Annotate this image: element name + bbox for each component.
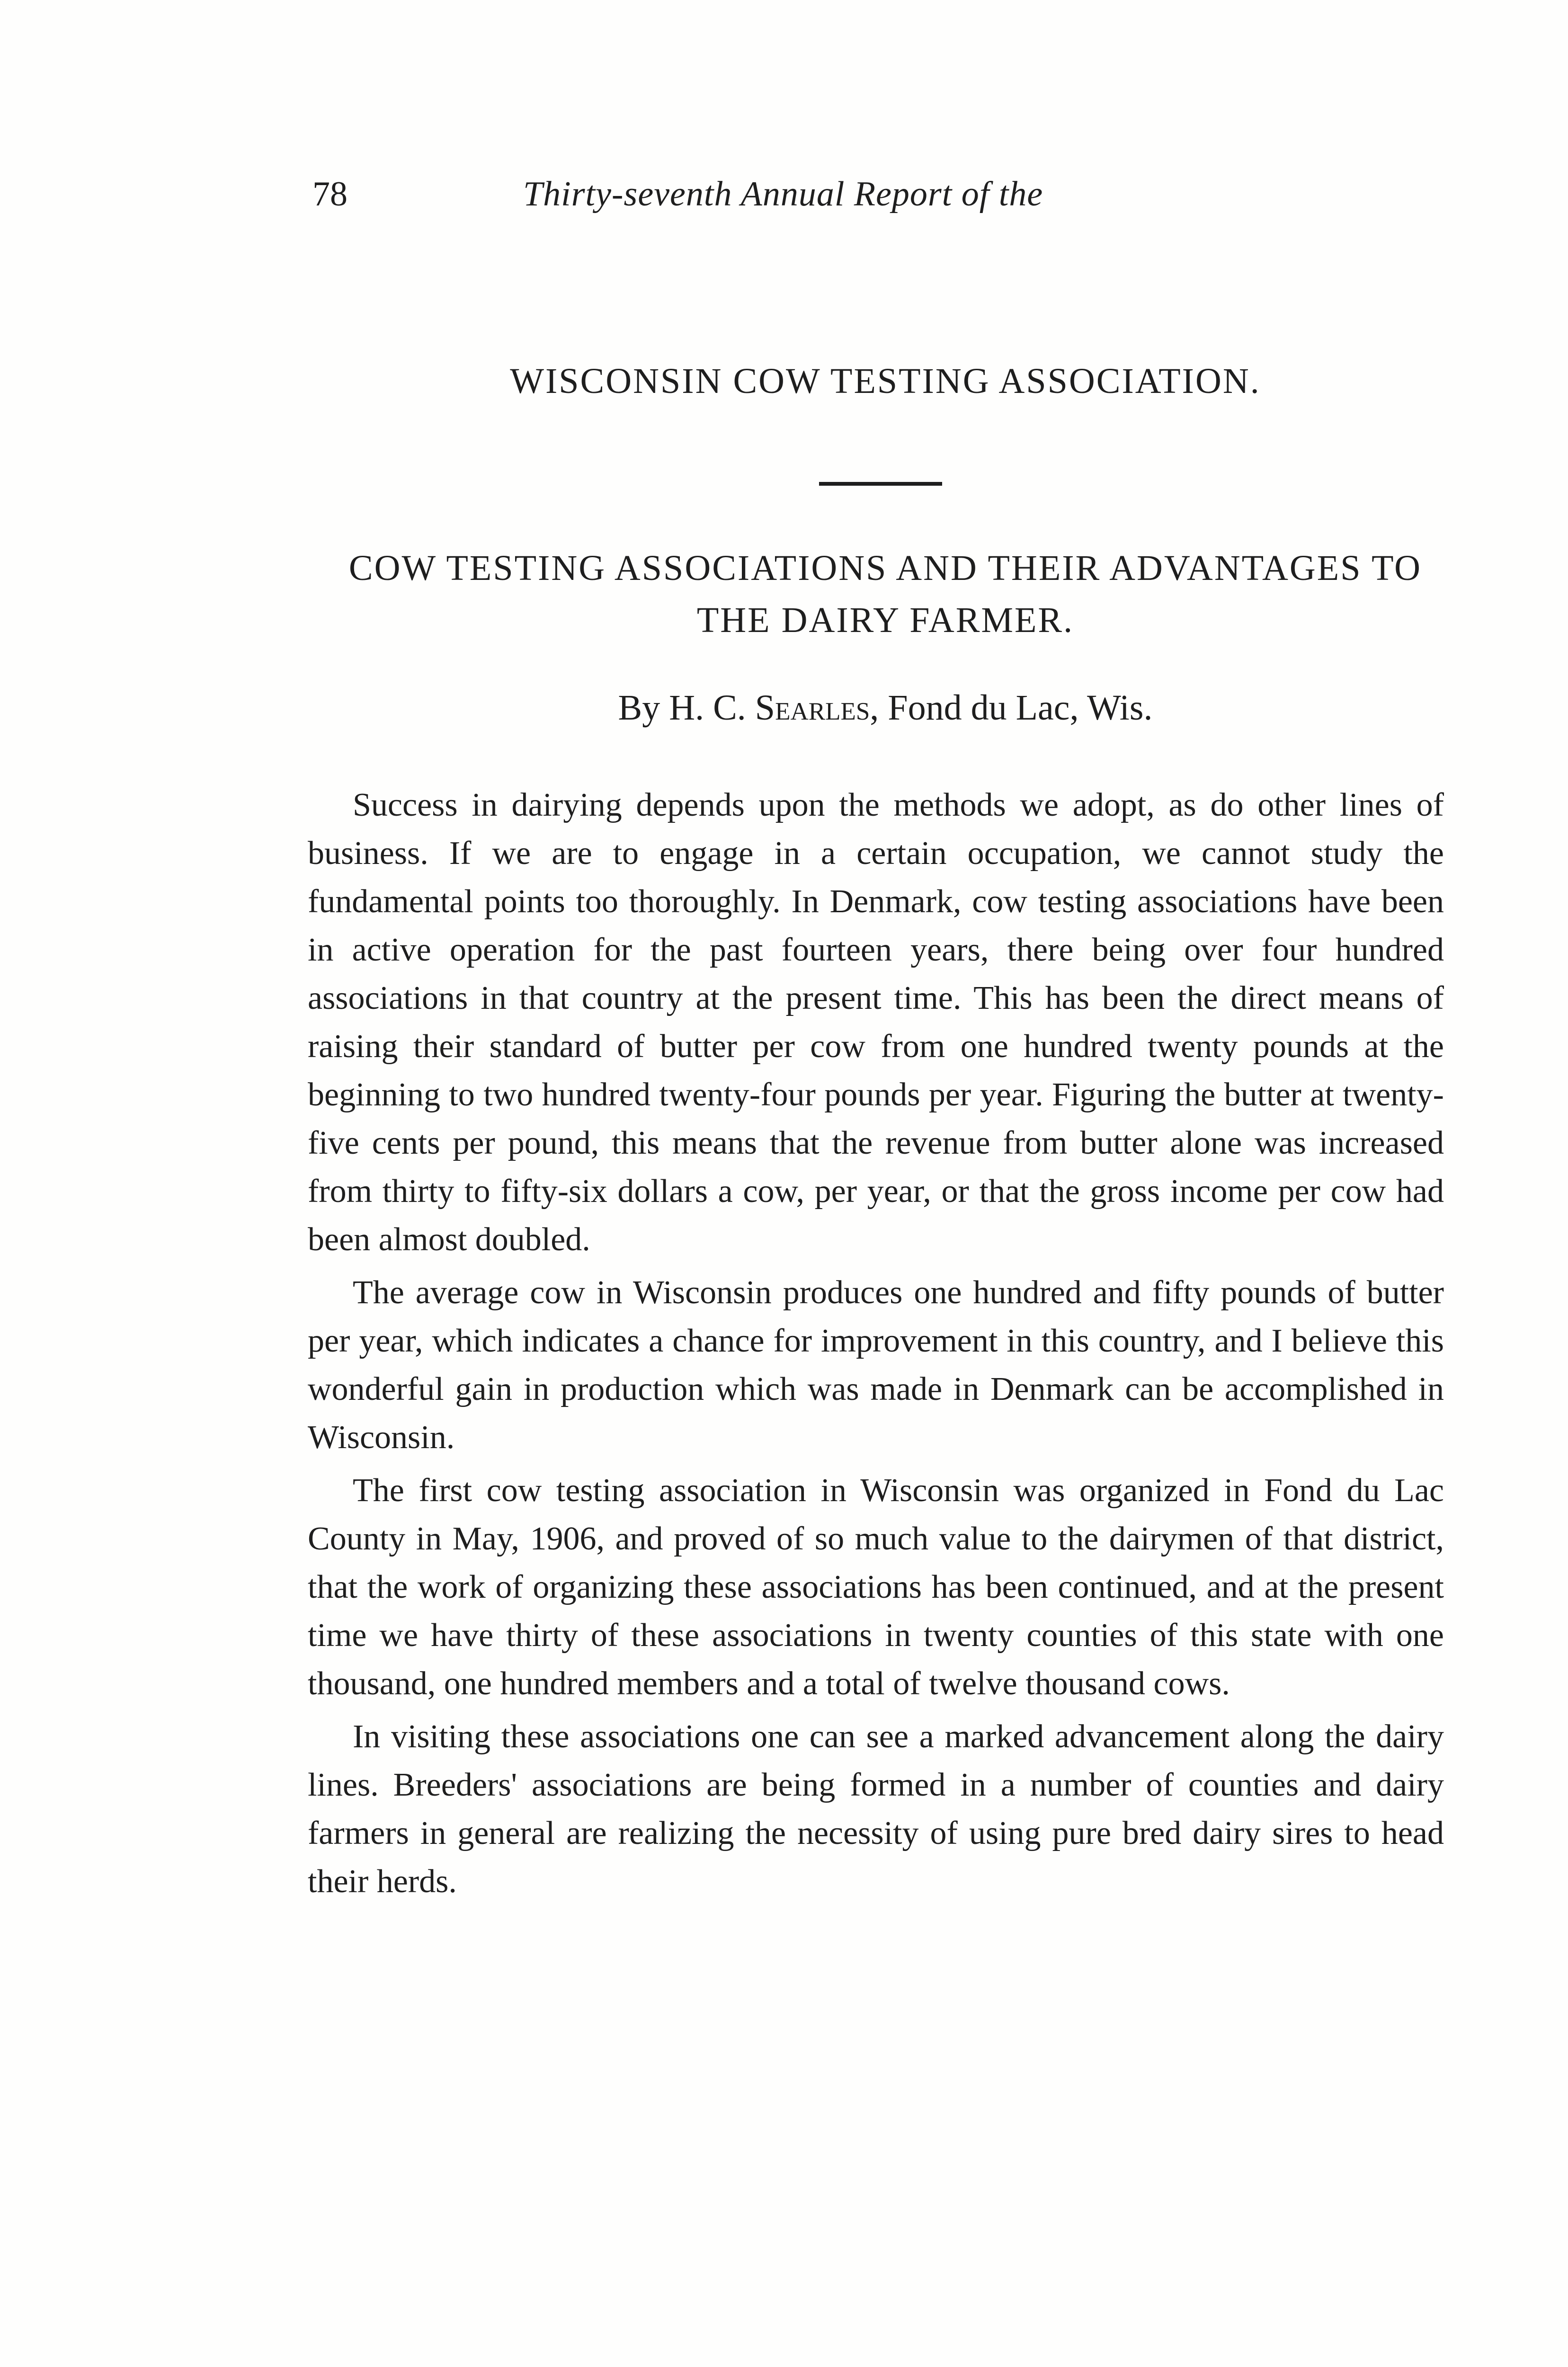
byline — [312, 682, 1458, 734]
paragraph: The first cow testing association in Wisconsin was organized in Fond du Lac County in May, 1906, and proved of so much value to the dairymen of that district, that the work of organizing these associations has been continued, and at the present time we have thirty of these associations in twenty counties of this state with one thousand, one hundred members and a total of twelve thousand cows. — [308, 1472, 1444, 1702]
byline-author: Searles — [755, 688, 870, 728]
article-title: COW TESTING ASSOCIATIONS AND THEIR ADVANTAGES TO THE DAIRY FARMER. — [348, 548, 1422, 640]
article-body — [308, 781, 1444, 1911]
running-head — [312, 170, 1458, 218]
byline-location: , Fond du Lac, Wis. — [870, 688, 1153, 728]
page-number: 78 — [312, 175, 347, 214]
section-heading: WISCONSIN COW TESTING ASSOCIATION. — [510, 361, 1261, 401]
paragraph: Success in dairying depends upon the methods we adopt, as do other lines of business. If we are to engage in a certain occupation, we cannot study the fundamental points too thoroughly. In Denmark, cow testing associations have been in active operation for the past fourteen years, there being over four hundred associations in that country at the present time. This has been the direct means of raising their standard of butter per cow from one hundred twenty pounds at the beginning to two hundred twenty-four pounds per year. Figuring the butter at twenty-five cents per pound, this means that the revenue from butter alone was increased from thirty to fifty-six dollars a cow, per year, or that the gross income per cow had been almost doubled. — [308, 787, 1444, 1258]
heading-divider — [819, 482, 942, 486]
byline-prefix: By H. C. — [618, 688, 755, 728]
running-title: Thirty-seventh Annual Report of the — [523, 175, 1043, 214]
paragraph: In visiting these associations one can see a marked advancement along the dairy lines. Breeders' associations are being formed in a number of counties and dairy farmers in general are realizing the necessity of using pure bred dairy sires to head their herds. — [308, 1718, 1444, 1900]
paragraph: The average cow in Wisconsin produces one hundred and fifty pounds of butter per year, which indicates a chance for improvement in this country, and I believe this wonderful gain in production which was made in Denmark can be accomplished in Wisconsin. — [308, 1274, 1444, 1456]
